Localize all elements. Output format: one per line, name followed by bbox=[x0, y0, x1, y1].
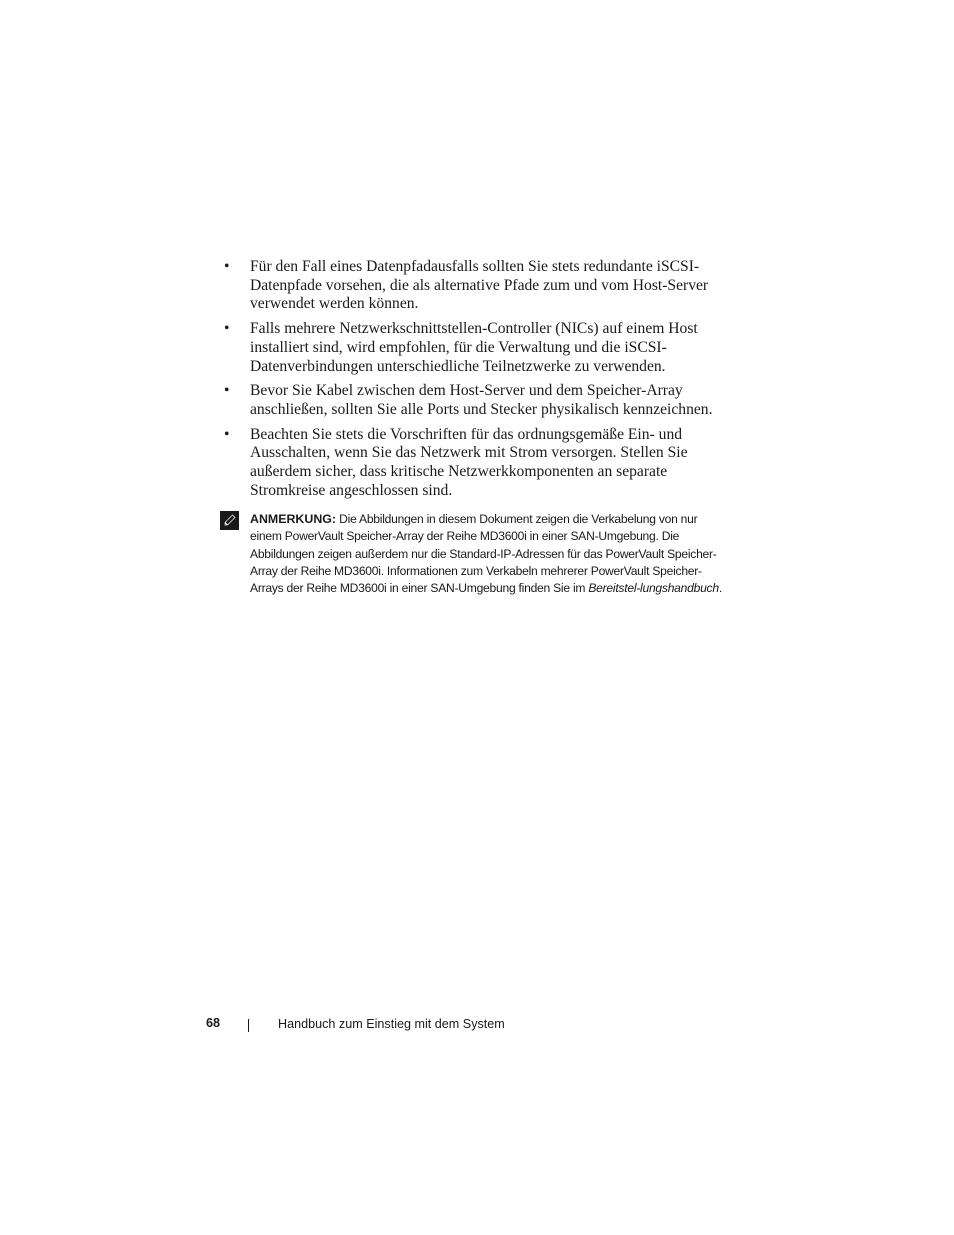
list-item bbox=[224, 426, 724, 501]
page-number: 68 bbox=[206, 1016, 221, 1030]
list-item bbox=[224, 320, 724, 376]
bullet-marker: • bbox=[224, 258, 230, 275]
footer-separator bbox=[248, 1019, 249, 1032]
bullet-text: Bevor Sie Kabel zwischen dem Host-Server und dem Speicher-Array anschließen, sollten Sie alle Ports und Stecker physikalisch kennzeichnen. bbox=[250, 382, 713, 418]
bullet-marker: • bbox=[224, 382, 230, 400]
bullet-text: Für den Fall eines Datenpfadausfalls sollten Sie stets redundante iSCSI-Datenpfade vorsehen, die als alternative Pfade zum und vom Host-Server verwendet werden können. bbox=[250, 258, 709, 313]
bullet-text: Falls mehrere Netzwerkschnittstellen-Controller (NICs) auf einem Host installiert sind, wird empfohlen, für die Verwaltung und die iSCSI-Datenverbindungen unterschiedliche Teilnetzwerke zu verwenden. bbox=[250, 320, 698, 375]
footer-title: Handbuch zum Einstieg mit dem System bbox=[278, 1017, 505, 1031]
page-footer bbox=[0, 1015, 954, 1037]
bullet-marker: • bbox=[224, 320, 230, 338]
note-label: ANMERKUNG: bbox=[250, 512, 337, 526]
note-body: Die Abbildungen in diesem Dokument zeigen die Verkabelung von nur einem PowerVault Speicher-Array der Reihe MD3600i in einer SAN-Umgebung. Die Abbildungen zeigen außerdem nur die Standard-IP-Adressen für das PowerVault Speicher-Array der Reihe MD3600i. Informationen zum Verkabeln mehrerer PowerVault Speicher-Arrays der Reihe MD3600i in einer SAN-Umgebung finden Sie im bbox=[250, 512, 717, 596]
pencil-note-icon bbox=[220, 511, 239, 530]
bullet-marker: • bbox=[224, 425, 230, 443]
bullet-list bbox=[224, 258, 724, 506]
note-text bbox=[250, 511, 722, 597]
document-reference: Bereitstel-lungshandbuch bbox=[588, 581, 719, 596]
note-end: . bbox=[718, 581, 722, 596]
bullet-text: Beachten Sie stets die Vorschriften für das ordnungsgemäße Ein- und Ausschalten, wenn Sie das Netzwerk mit Strom versorgen. Stellen Sie außerdem sicher, dass kritische Netzwerkkomponenten an separate Stromkreise angeschlossen sind. bbox=[250, 425, 688, 499]
list-item bbox=[224, 258, 724, 314]
list-item bbox=[224, 382, 724, 419]
